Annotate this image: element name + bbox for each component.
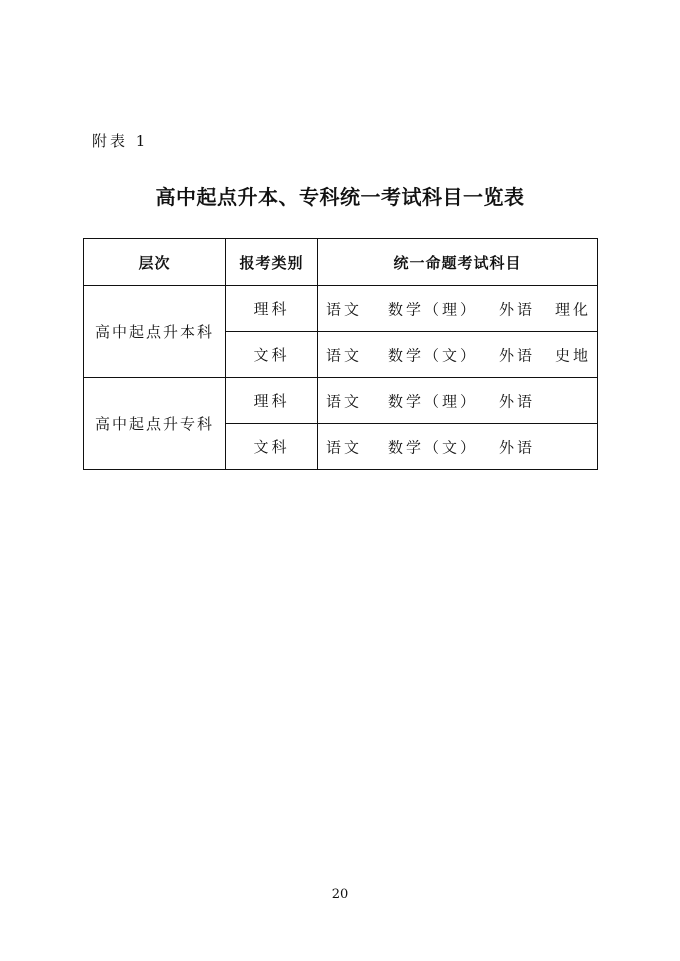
subject-item: 外语 [499,300,536,318]
subject-item: 史地 [555,346,592,364]
subject-item: 数学（理） [388,300,479,318]
category-cell: 文科 [226,332,318,378]
category-cell: 理科 [226,378,318,424]
subjects-cell [318,332,598,378]
subjects-table [83,238,598,470]
level-cell: 高中起点升本科 [84,286,226,378]
table-header-row [84,239,598,286]
table-row [84,286,598,332]
subject-item: 外语 [499,438,536,456]
header-category: 报考类别 [226,239,318,286]
subject-item: 数学（文） [388,346,479,364]
subject-item: 外语 [499,346,536,364]
subject-item: 语文 [326,346,363,364]
document-title: 高中起点升本、专科统一考试科目一览表 [155,185,525,209]
header-level: 层次 [84,239,226,286]
subject-item: 外语 [499,392,536,410]
table-row [84,378,598,424]
attachment-label: 附表 1 [92,132,149,150]
subject-item: 语文 [326,300,363,318]
category-cell: 文科 [226,424,318,470]
page-number: 20 [331,887,349,902]
subjects-cell [318,286,598,332]
subject-item: 语文 [326,392,363,410]
category-cell: 理科 [226,286,318,332]
subject-item: 数学（理） [388,392,479,410]
subjects-cell [318,424,598,470]
subject-item: 理化 [555,300,592,318]
header-subjects: 统一命题考试科目 [318,239,598,286]
subject-item: 数学（文） [388,438,479,456]
level-cell: 高中起点升专科 [84,378,226,470]
subject-item: 语文 [326,438,363,456]
subjects-cell [318,378,598,424]
